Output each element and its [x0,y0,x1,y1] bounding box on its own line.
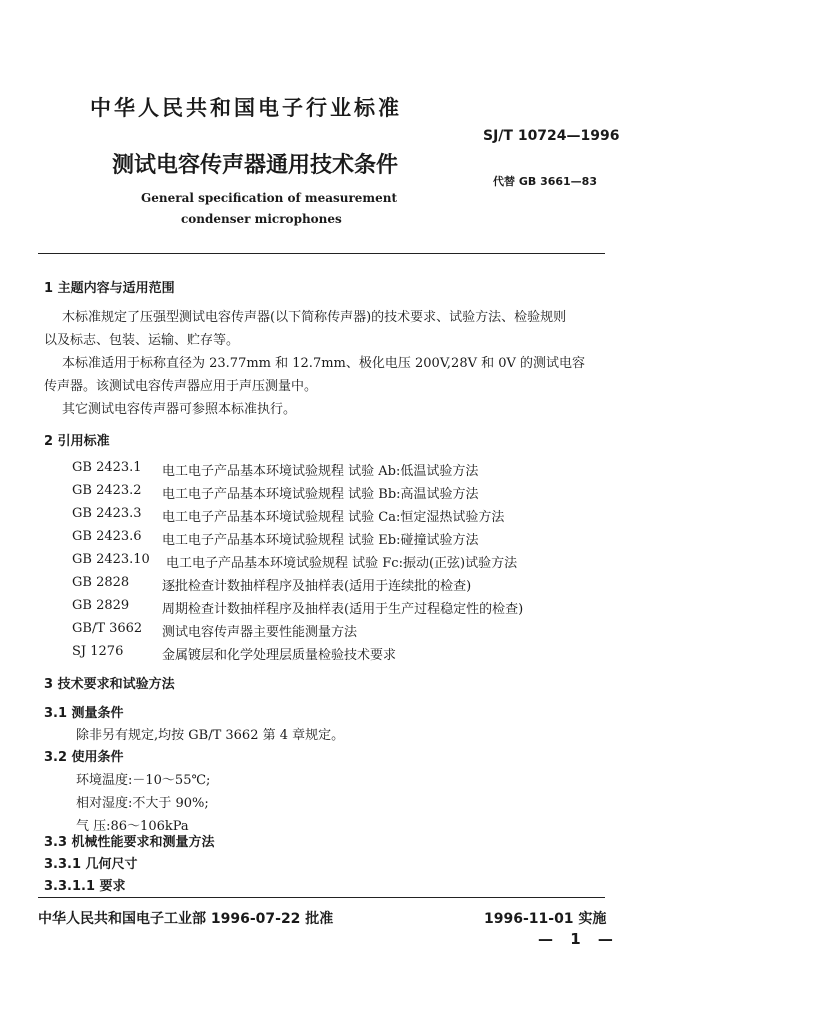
reference-title: 电工电子产品基本环境试验规程 试验 Ca:恒定湿热试验方法 [162,510,505,525]
document-title-en-line1: General specification of measurement [141,191,398,205]
section-1-para1-line2: 以及标志、包装、运输、贮存等。 [44,333,240,348]
reference-title: 电工电子产品基本环境试验规程 试验 Fc:振动(正弦)试验方法 [166,556,518,571]
page-number: — 1 — [538,930,619,948]
section-1-para3: 其它测试电容传声器可参照本标准执行。 [62,402,297,417]
section-1-para2-line1: 本标准适用于标称直径为 23.77mm 和 12.7mm、极化电压 200V,28V 和 0V 的测试电容 [62,356,586,371]
reference-code: GB 2828 [72,575,130,590]
standard-code: SJ/T 10724—1996 [483,128,620,144]
reference-title: 周期检查计数抽样程序及抽样表(适用于生产过程稳定性的检查) [162,602,524,617]
reference-code: GB 2423.2 [72,483,142,498]
reference-title: 电工电子产品基本环境试验规程 试验 Ab:低温试验方法 [162,464,479,479]
reference-code: GB 2423.3 [72,506,142,521]
section-3-3-1-1-heading: 3.3.1.1 要求 [44,879,126,894]
section-3-3-1-heading: 3.3.1 几何尺寸 [44,857,138,872]
reference-code: GB 2423.10 [72,552,150,567]
reference-title: 测试电容传声器主要性能测量方法 [162,625,358,640]
section-1-heading: 1 主题内容与适用范围 [44,281,175,296]
section-3-1-text: 除非另有规定,均按 GB/T 3662 第 4 章规定。 [76,728,345,743]
document-title-cn: 测试电容传声器通用技术条件 [112,153,399,178]
reference-title: 逐批检查计数抽样程序及抽样表(适用于连续批的检查) [162,579,472,594]
standard-body-title: 中华人民共和国电子行业标准 [90,96,402,120]
section-3-1-heading: 3.1 测量条件 [44,706,124,721]
section-3-2-line2: 相对湿度:不大于 90%; [76,796,209,811]
reference-title: 金属镀层和化学处理层质量检验技术要求 [162,648,397,663]
section-1-para1-line1: 木标准规定了压强型测试电容传声器(以下简称传声器)的技术要求、试验方法、检验规则 [62,310,567,325]
replaces-standard: 代替 GB 3661—83 [493,175,597,188]
reference-code: GB 2423.1 [72,460,142,475]
reference-title: 电工电子产品基本环境试验规程 试验 Eb:碰撞试验方法 [162,533,479,548]
reference-code: GB/T 3662 [72,621,143,636]
reference-code: SJ 1276 [72,644,124,659]
document-title-en-line2: condenser microphones [181,212,342,226]
header-divider [38,253,605,254]
section-3-heading: 3 技术要求和试验方法 [44,677,175,692]
section-3-3-heading: 3.3 机械性能要求和测量方法 [44,835,215,850]
section-3-2-line1: 环境温度:－10～55℃; [76,773,211,788]
reference-code: GB 2423.6 [72,529,142,544]
section-1-para2-line2: 传声器。该测试电容传声器应用于声压测量中。 [44,379,318,394]
approval-line: 中华人民共和国电子工业部 1996-07-22 批准 [38,911,334,927]
footer-divider [38,897,605,898]
section-3-2-line3: 气 压:86～106kPa [76,819,189,834]
reference-code: GB 2829 [72,598,130,613]
section-2-heading: 2 引用标准 [44,434,110,449]
section-3-2-heading: 3.2 使用条件 [44,750,124,765]
implementation-date: 1996-11-01 实施 [484,911,607,927]
reference-title: 电工电子产品基本环境试验规程 试验 Bb:高温试验方法 [162,487,479,502]
